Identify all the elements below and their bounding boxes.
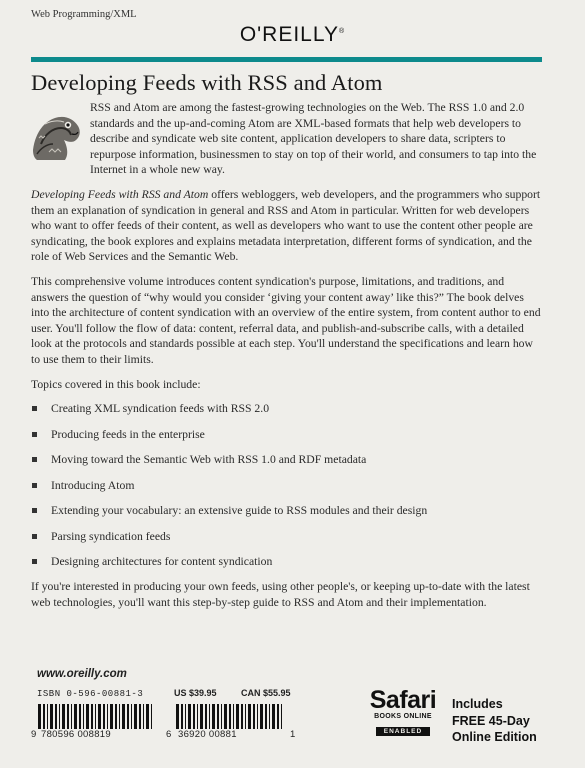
barcode-digits: 36920 00881 <box>178 729 237 740</box>
price-barcode <box>176 704 284 729</box>
bullet-icon <box>32 406 37 411</box>
online-edition-offer <box>452 696 577 746</box>
audience-paragraph-text: offers webloggers, web developers, and the programmers who support them an explanation of syndication in general and RSS and Atom in particular. Written for web developers who want to offer feeds of their content, as well as developers who want to use the content other people are syndicating, the book explores and explains metadata interpretation, different forms of syndication, and the role of Web Services and the Semantic Web. <box>31 187 541 264</box>
offer-line: Online Edition <box>452 730 537 744</box>
topic-text: Moving toward the Semantic Web with RSS 1.0 and RDF metadata <box>51 453 367 467</box>
topic-text: Producing feeds in the enterprise <box>51 427 205 441</box>
closing-paragraph: If you're interested in producing your own feeds, using other people's, or keeping up-to-date with the latest web technologies, you'll want this step-by-step guide to RSS and Atom and their implementation. <box>31 580 530 610</box>
isbn-label: ISBN 0-596-00881-3 <box>37 689 144 699</box>
topic-item <box>31 478 543 494</box>
isbn-barcode <box>38 704 152 729</box>
topic-item <box>31 529 543 545</box>
bullet-icon <box>32 483 37 488</box>
publisher-name: O'REILLY <box>239 23 339 46</box>
topics-intro: Topics covered in this book include: <box>31 377 201 391</box>
safari-logo <box>364 688 442 738</box>
bullet-icon <box>32 534 37 539</box>
website-link[interactable]: www.oreilly.com <box>37 668 127 680</box>
accent-rule <box>31 57 542 62</box>
description-body <box>31 100 543 620</box>
publisher-logo <box>0 23 585 47</box>
barcode-lead-digit: 6 <box>166 729 172 740</box>
registered-mark: ® <box>339 28 346 35</box>
safari-enabled-badge: ENABLED <box>376 727 430 736</box>
book-title: Developing Feeds with RSS and Atom <box>31 70 383 95</box>
overview-paragraph: This comprehensive volume introduces content syndication's purpose, limitations, and traditions, and answers the question of “why would you consider ‘giving your content away’ like this?” The book delves into the architecture of content syndication with an overview of the entire system, from content author to end user. You'll follow the flow of data: content, referral data, and publish-and-subscribe calls, with a detailed look at the protocols and standards possible at each step. You'll understand the specifications and learn how to use them to their limits. <box>31 274 541 366</box>
barcode-lead-digit: 9 <box>31 729 37 740</box>
bullet-icon <box>32 432 37 437</box>
barcode-digits: 780596 008819 <box>41 729 111 740</box>
intro-paragraph: RSS and Atom are among the fastest-growing technologies on the Web. The RSS 1.0 and 2.0 standards and the up-and-coming Atom are XML-based formats that help web developers to describe and syndicate web site content, application developers to share data, scripters to repurpose information, businessmen to stay on top of their world, and consumers to tap into the Internet in a whole new way. <box>90 101 537 177</box>
audience-paragraph <box>31 187 543 265</box>
topic-item <box>31 427 543 443</box>
topic-text: Parsing syndication feeds <box>51 529 171 543</box>
topic-item <box>31 554 543 570</box>
topic-text: Extending your vocabulary: an extensive guide to RSS modules and their design <box>51 504 428 518</box>
price-us: US $39.95 <box>174 688 217 698</box>
topic-text: Designing architectures for content syndication <box>51 555 273 568</box>
bullet-icon <box>32 508 37 513</box>
bullet-icon <box>32 559 37 564</box>
topic-text: Creating XML syndication feeds with RSS 2.0 <box>51 402 270 416</box>
price-can: CAN $55.95 <box>241 688 291 698</box>
topic-text: Introducing Atom <box>51 478 135 492</box>
category-label: Web Programming/XML <box>31 9 137 20</box>
safari-wordmark: Safari <box>369 686 437 714</box>
safari-subtitle: BOOKS ONLINE <box>374 713 432 720</box>
topic-item <box>31 503 543 519</box>
barcode-tail-digit: 1 <box>290 729 296 740</box>
bullet-icon <box>32 457 37 462</box>
topic-item <box>31 452 543 468</box>
topic-item <box>31 401 543 417</box>
offer-line: Includes <box>452 697 503 711</box>
offer-line: FREE 45-Day <box>452 713 530 728</box>
inline-book-title: Developing Feeds with RSS and Atom <box>31 187 209 201</box>
topics-list <box>31 401 543 570</box>
